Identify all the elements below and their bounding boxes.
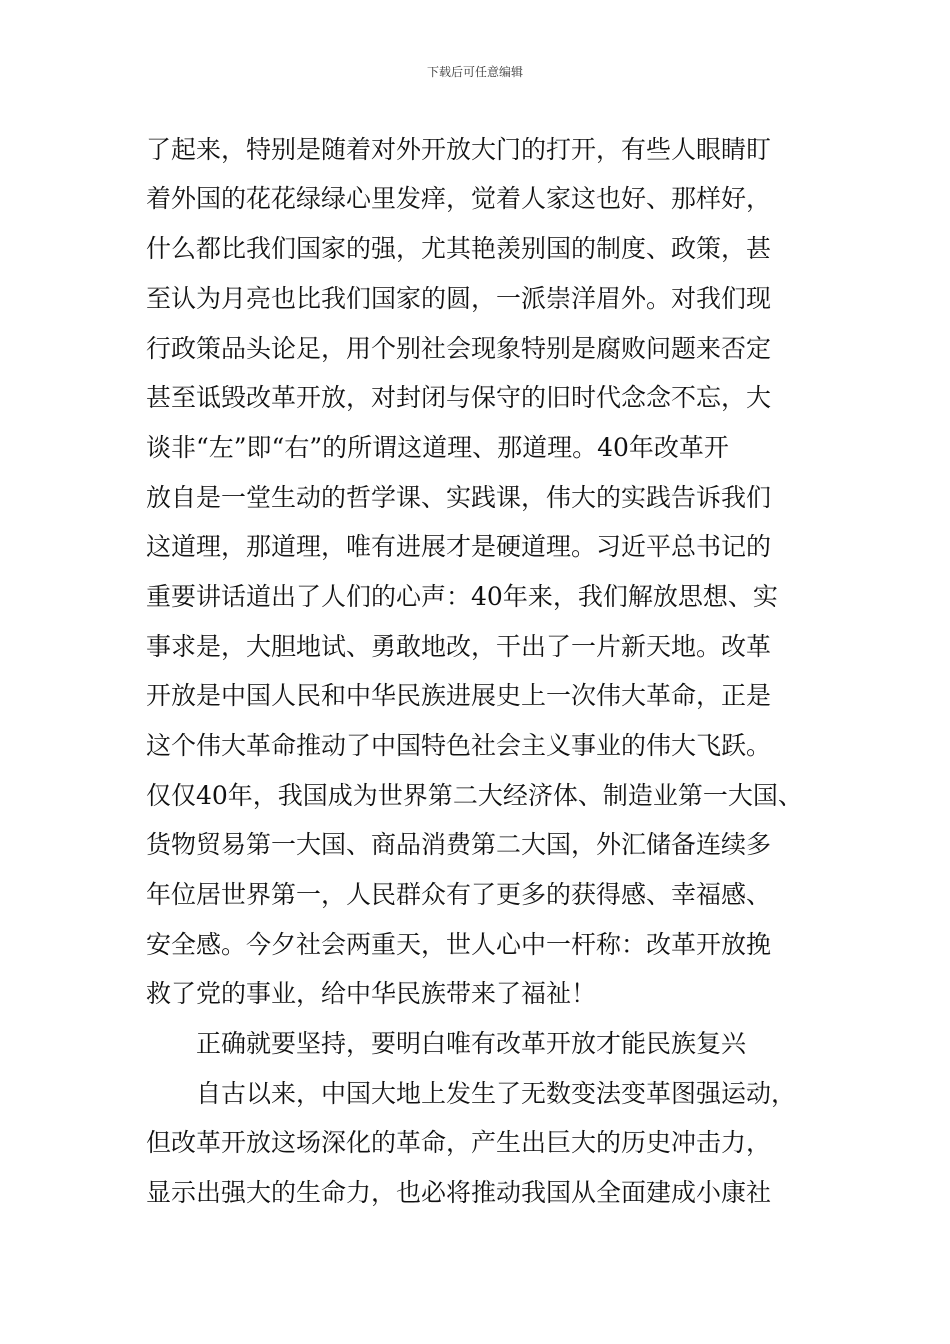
text-line-7: 谈非“左”即“右”的所谓这道理、那道理。40年改革开: [146, 433, 729, 462]
text-line-2: 着外国的花花绿绿心里发痒，觉着人家这也好、那样好，: [146, 184, 772, 213]
text-line-22: 显示出强大的生命力，也必将推动我国从全面建成小康社: [146, 1178, 772, 1207]
text-line-17: 安全感。今夕社会两重天，世人心中一杆称：改革开放挽: [146, 930, 772, 959]
text-line-13: 这个伟大革命推动了中国特色社会主义事业的伟大飞跃。: [146, 731, 772, 760]
text-line-8: 放自是一堂生动的哲学课、实践课，伟大的实践告诉我们: [146, 483, 772, 512]
text-line-11: 事求是，大胆地试、勇敢地改，干出了一片新天地。改革: [146, 632, 772, 661]
text-line-15: 货物贸易第一大国、商品消费第二大国，外汇储备连续多: [146, 830, 772, 859]
text-line-21: 但改革开放这场深化的革命，产生出巨大的历史冲击力，: [146, 1128, 772, 1157]
text-line-10: 重要讲话道出了人们的心声：40年来，我们解放思想、实: [146, 582, 778, 611]
text-line-4: 至认为月亮也比我们国家的圆，一派崇洋眉外。对我们现: [146, 284, 772, 313]
page-header: 下载后可任意编辑: [426, 65, 523, 79]
text-line-3: 什么都比我们国家的强，尤其艳羡别国的制度、政策，甚: [146, 234, 772, 263]
text-line-20: 自古以来，中国大地上发生了无数变法变革图强运动，: [196, 1079, 797, 1108]
text-line-9: 这道理，那道理，唯有进展才是硬道理。习近平总书记的: [146, 532, 772, 561]
text-line-6: 甚至诋毁改革开放，对封闭与保守的旧时代念念不忘，大: [146, 383, 772, 412]
text-line-14: 仅仅40年，我国成为世界第二大经济体、制造业第一大国、: [146, 781, 803, 810]
text-line-1: 了起来，特别是随着对外开放大门的打开，有些人眼睛盯: [146, 135, 772, 164]
text-line-12: 开放是中国人民和中华民族进展史上一次伟大革命，正是: [146, 681, 772, 710]
text-line-18: 救了党的事业，给中华民族带来了福祉！: [146, 979, 597, 1008]
text-line-19: 正确就要坚持，要明白唯有改革开放才能民族复兴: [196, 1029, 747, 1058]
text-line-16: 年位居世界第一，人民群众有了更多的获得感、幸福感、: [146, 880, 772, 909]
text-line-5: 行政策品头论足，用个别社会现象特别是腐败问题来否定: [146, 334, 772, 363]
